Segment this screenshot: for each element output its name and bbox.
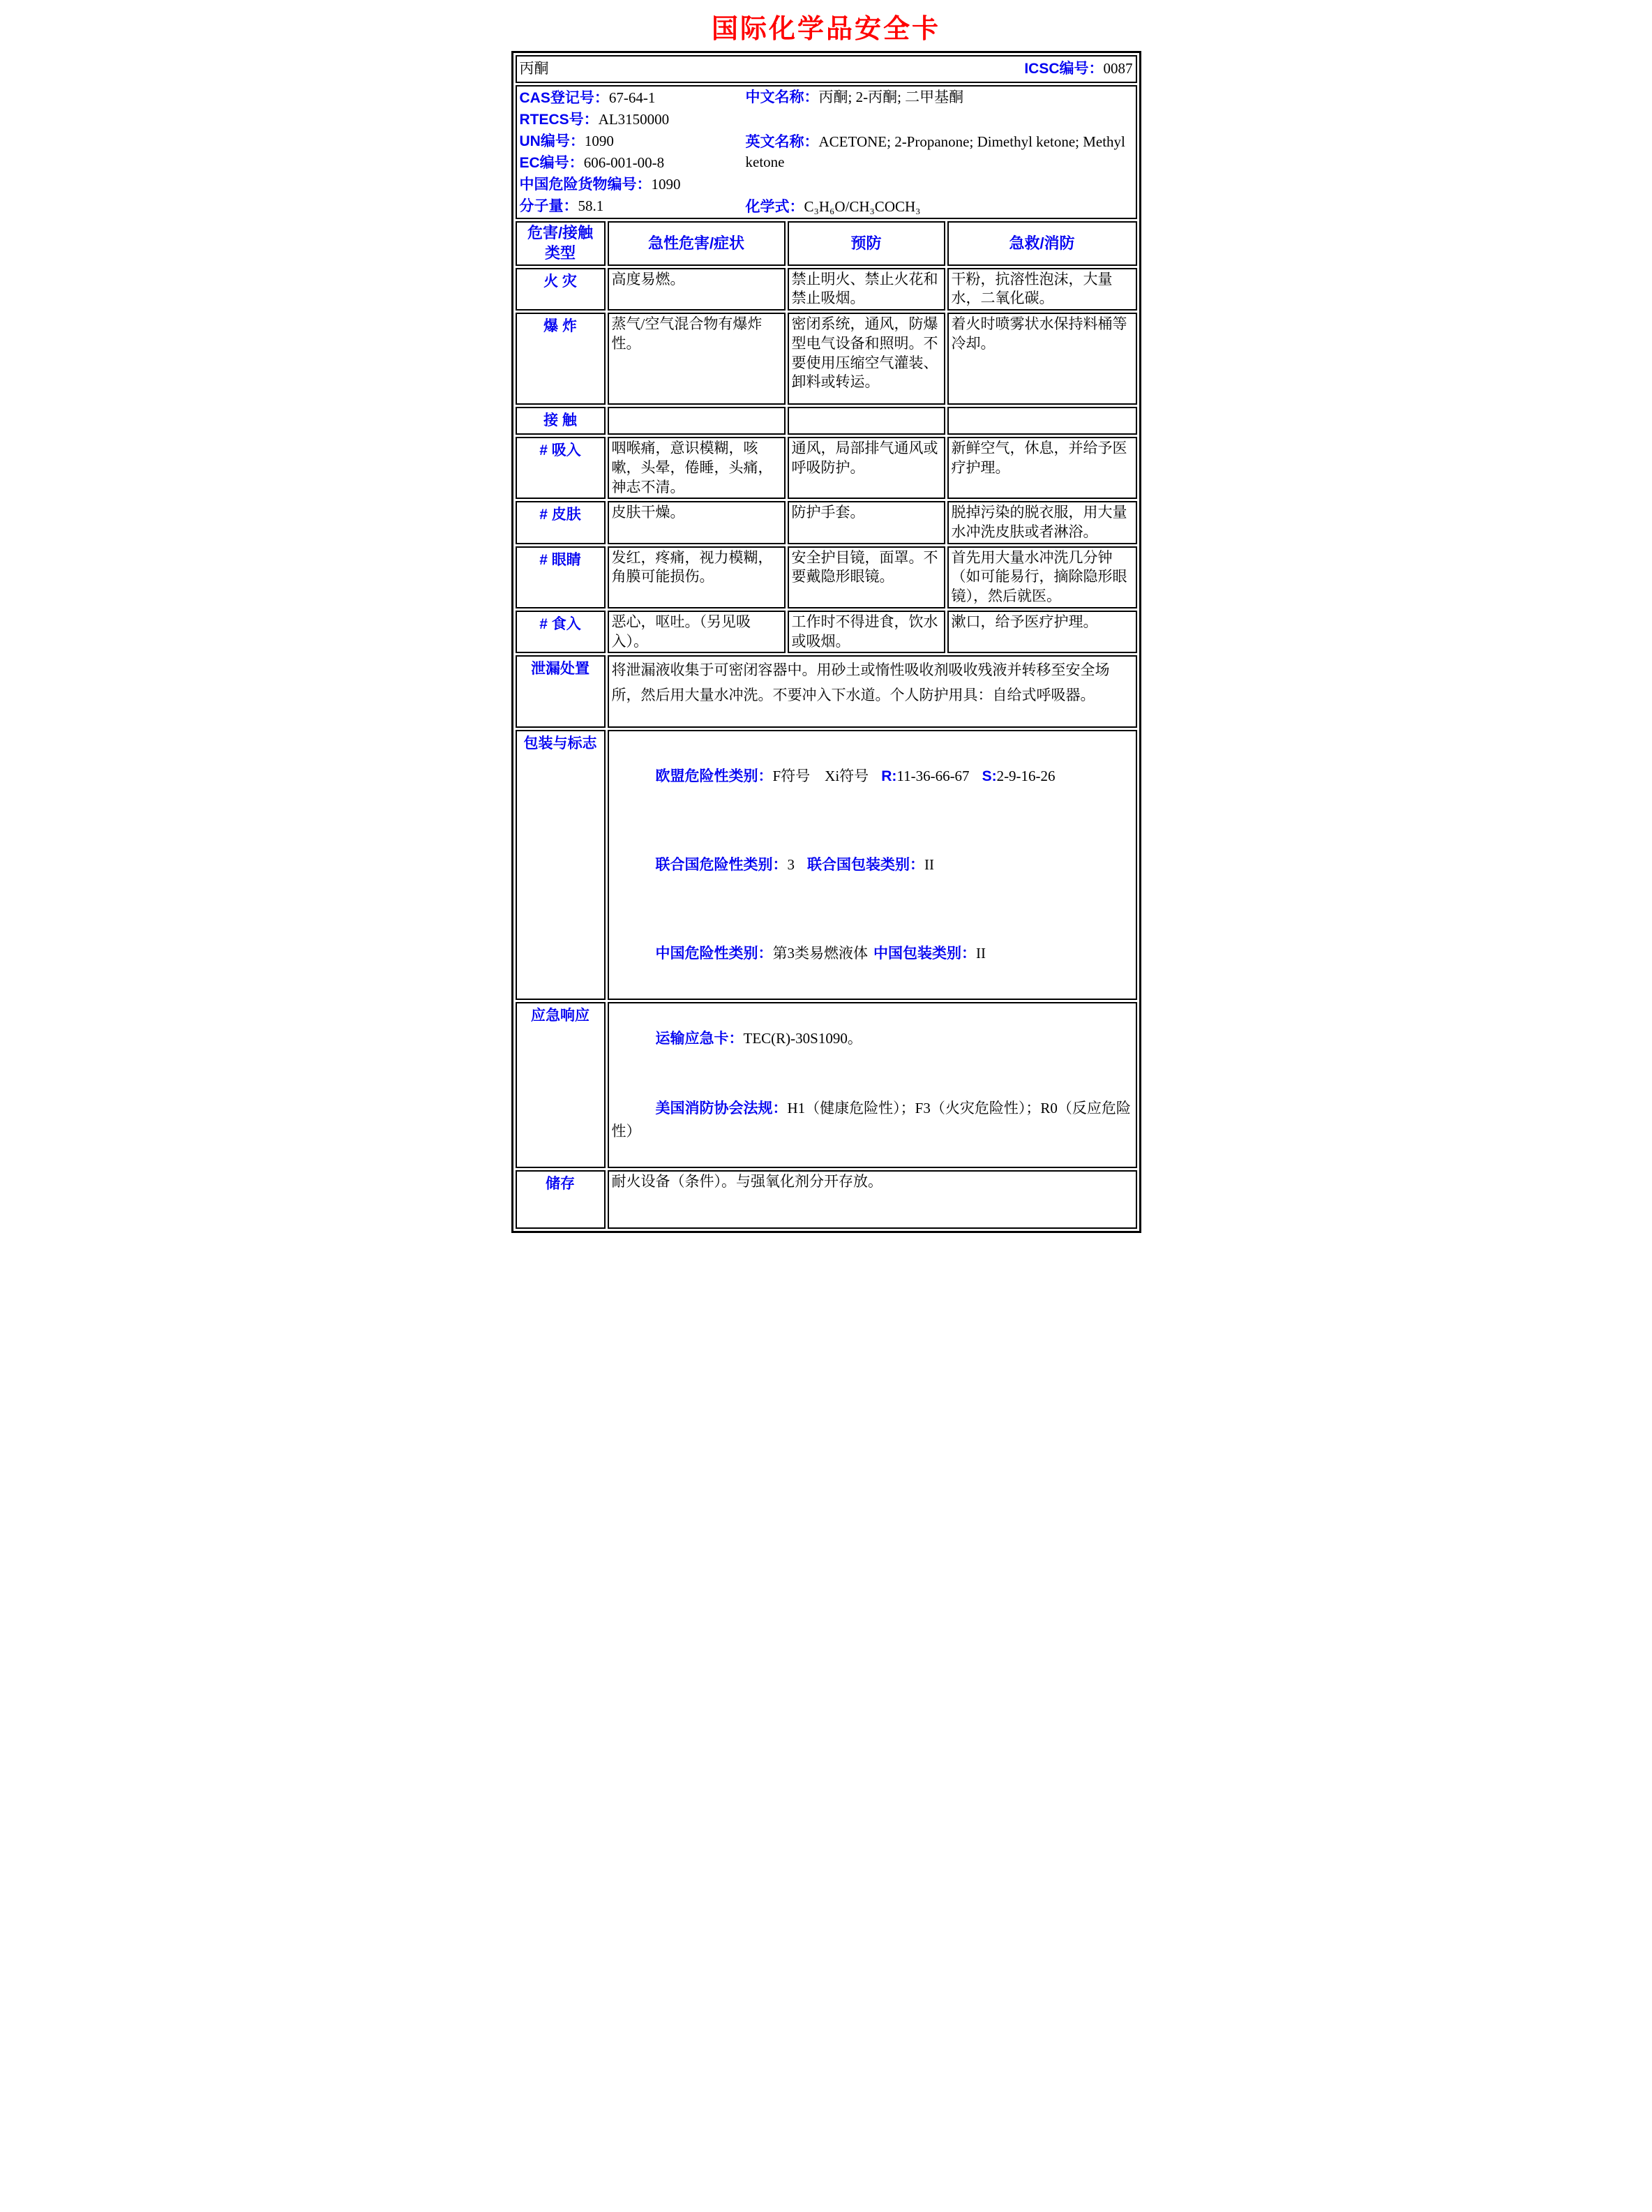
fire-symptoms: 高度易燃。	[608, 268, 786, 311]
chinese-name-value: 丙酮; 2-丙酮; 二甲基酮	[818, 89, 964, 105]
transport-emergency-card-label: 运输应急卡：	[655, 1031, 744, 1047]
r-phrases-value: 11-36-66-67	[896, 768, 970, 785]
inhalation-prevention: 通风，局部排气通风或呼吸防护。	[788, 437, 945, 499]
icsc-card-table	[511, 51, 1141, 1233]
header-first-aid: 急救/消防	[947, 221, 1137, 265]
ec-number-line	[520, 152, 744, 174]
contact-symptoms	[608, 407, 786, 435]
hazard-row-explosion	[516, 313, 1137, 405]
nfpa-code-label: 美国消防协会法规：	[655, 1100, 788, 1116]
chemical-formula-line	[746, 197, 1133, 217]
eyes-symptoms: 发红，疼痛，视力模糊，角膜可能损伤。	[608, 546, 786, 608]
emergency-section-label: 应急响应	[516, 1002, 606, 1168]
china-dg-number-value: 1090	[651, 176, 681, 193]
ingestion-first-aid: 漱口，给予医疗护理。	[947, 611, 1137, 653]
eu-hazard-class-label: 欧盟危险性类别：	[655, 768, 773, 785]
s-phrases-value: 2-9-16-26	[996, 768, 1056, 785]
hazard-row-fire	[516, 268, 1137, 311]
card-header-row	[516, 55, 1137, 83]
molecular-weight-value: 58.1	[578, 197, 604, 215]
explosion-first-aid: 着火时喷雾状水保持料桶等冷却。	[947, 313, 1137, 405]
packaging-un-line	[612, 821, 1133, 909]
fire-prevention: 禁止明火、禁止火花和禁止吸烟。	[788, 268, 945, 311]
hazard-type-fire: 火 灾	[516, 268, 606, 311]
nfpa-code-line	[612, 1074, 1133, 1167]
r-phrases-label: R:	[881, 768, 897, 785]
eyes-prevention: 安全护目镜，面罩。不要戴隐形眼镜。	[788, 546, 945, 608]
identifiers-cell	[516, 85, 1137, 219]
rtecs-number-line	[520, 109, 744, 130]
section-row-spill	[516, 655, 1137, 728]
spill-section-label: 泄漏处置	[516, 655, 606, 728]
identifiers-row	[516, 85, 1137, 219]
ec-number-value: 606-001-00-8	[583, 154, 665, 172]
molecular-weight-line	[520, 195, 744, 217]
header-hazard-type: 危害/接触 类型	[516, 221, 606, 265]
contact-prevention	[788, 407, 945, 435]
ingestion-symptoms: 恶心，呕吐。（另见吸入）。	[608, 611, 786, 653]
rtecs-number-value: AL3150000	[598, 111, 670, 128]
english-name-value: ACETONE; 2-Propanone; Dimethyl ketone; Methyl ketone	[745, 133, 1129, 171]
un-packing-group-value: II	[924, 856, 934, 874]
cn-hazard-class-label: 中国危险性类别：	[655, 946, 773, 962]
icsc-number-label: ICSC编号：	[1024, 61, 1104, 77]
hazard-type-inhalation: # 吸入	[516, 437, 606, 499]
hazard-row-contact	[516, 407, 1137, 435]
contact-first-aid	[947, 407, 1137, 435]
china-dg-number-line	[520, 174, 744, 195]
section-row-emergency	[516, 1002, 1137, 1168]
section-row-packaging	[516, 730, 1137, 1000]
cn-packing-group-value: II	[976, 945, 986, 962]
packaging-section-label: 包装与标志	[516, 730, 606, 1000]
storage-section-label: 储存	[516, 1170, 606, 1229]
hazard-row-inhalation	[516, 437, 1137, 499]
icsc-number-value: 0087	[1103, 60, 1133, 77]
s-phrases-label: S:	[982, 768, 997, 785]
storage-section-text: 耐火设备（条件）。与强氧化剂分开存放。	[608, 1170, 1137, 1229]
transport-emergency-card-line	[612, 1004, 1133, 1074]
chemical-formula-value: C₃H₆O/CH₃COCH₃	[804, 198, 921, 216]
hazard-row-eyes	[516, 546, 1137, 608]
un-number-line	[520, 130, 744, 152]
cas-number-label: CAS登记号：	[519, 90, 609, 106]
hazard-type-contact: 接 触	[516, 407, 606, 435]
chinese-name-label: 中文名称：	[745, 89, 819, 105]
cas-number-value: 67-64-1	[608, 89, 656, 106]
cas-number-line	[520, 87, 744, 109]
packaging-section-content	[608, 730, 1137, 1000]
skin-first-aid: 脱掉污染的脱衣服，用大量水冲洗皮肤或者淋浴。	[947, 501, 1137, 544]
page-title: 国际化学品安全卡	[711, 13, 940, 44]
un-number-value: 1090	[584, 133, 614, 150]
header-prevention: 预防	[788, 221, 945, 265]
ec-number-label: EC编号：	[519, 155, 584, 172]
skin-prevention: 防护手套。	[788, 501, 945, 544]
hazard-type-skin: # 皮肤	[516, 501, 606, 544]
china-dg-number-label: 中国危险货物编号：	[519, 177, 652, 193]
card-header-cell	[516, 55, 1137, 83]
un-hazard-class-value: 3	[787, 856, 795, 874]
transport-emergency-card-value: TEC(R)-30S1090。	[743, 1030, 862, 1047]
cn-packing-group-label: 中国包装类别：	[873, 946, 976, 962]
un-hazard-class-label: 联合国危险性类别：	[655, 857, 788, 874]
header-symptoms: 急性危害/症状	[608, 221, 786, 265]
molecular-weight-label: 分子量：	[519, 198, 578, 215]
english-name-line	[746, 132, 1133, 173]
english-name-label: 英文名称：	[745, 133, 819, 150]
chemical-formula-label: 化学式：	[745, 199, 804, 216]
rtecs-number-label: RTECS号：	[519, 112, 599, 128]
emergency-section-content	[608, 1002, 1137, 1168]
hazard-header-row	[516, 221, 1137, 265]
identifiers-left-column	[520, 87, 744, 217]
hazard-type-ingestion: # 食入	[516, 611, 606, 653]
spill-section-text: 将泄漏液收集于可密闭容器中。用砂土或惰性吸收剂吸收残液并转移至安全场所，然后用大量水冲洗。不要冲入下水道。个人防护用具：自给式呼吸器。	[608, 655, 1137, 728]
nfpa-code-value: H1（健康危险性）；F3（火灾危险性）；R0（反应危险性）	[611, 1099, 1131, 1140]
icsc-number-group	[1024, 57, 1132, 78]
icsc-document-page	[413, 7, 1239, 1193]
ingestion-prevention: 工作时不得进食，饮水或吸烟。	[788, 611, 945, 653]
inhalation-symptoms: 咽喉痛，意识模糊，咳嗽，头晕，倦睡，头痛，神志不清。	[608, 437, 786, 499]
identifiers-right-column	[744, 87, 1133, 217]
hazard-row-ingestion	[516, 611, 1137, 653]
chemical-name: 丙酮	[519, 60, 549, 77]
eyes-first-aid: 首先用大量水冲洗几分钟（如可能易行，摘除隐形眼镜），然后就医。	[947, 546, 1137, 608]
packaging-eu-line	[612, 732, 1133, 821]
fire-first-aid: 干粉，抗溶性泡沫，大量水，二氧化碳。	[947, 268, 1137, 311]
hazard-type-eyes: # 眼睛	[516, 546, 606, 608]
skin-symptoms: 皮肤干燥。	[608, 501, 786, 544]
un-packing-group-label: 联合国包装类别：	[807, 857, 924, 874]
explosion-prevention: 密闭系统，通风，防爆型电气设备和照明。不要使用压缩空气灌装、卸料或转运。	[788, 313, 945, 405]
inhalation-first-aid: 新鲜空气，休息，并给予医疗护理。	[947, 437, 1137, 499]
eu-hazard-class-value: F符号 Xi符号	[772, 768, 869, 785]
explosion-symptoms: 蒸气/空气混合物有爆炸性。	[608, 313, 786, 405]
hazard-row-skin	[516, 501, 1137, 544]
packaging-cn-line	[612, 909, 1133, 998]
hazard-type-explosion: 爆 炸	[516, 313, 606, 405]
un-number-label: UN编号：	[519, 133, 585, 150]
cn-hazard-class-value: 第3类易燃液体	[772, 945, 868, 962]
section-row-storage	[516, 1170, 1137, 1229]
chinese-name-line	[746, 87, 1133, 107]
